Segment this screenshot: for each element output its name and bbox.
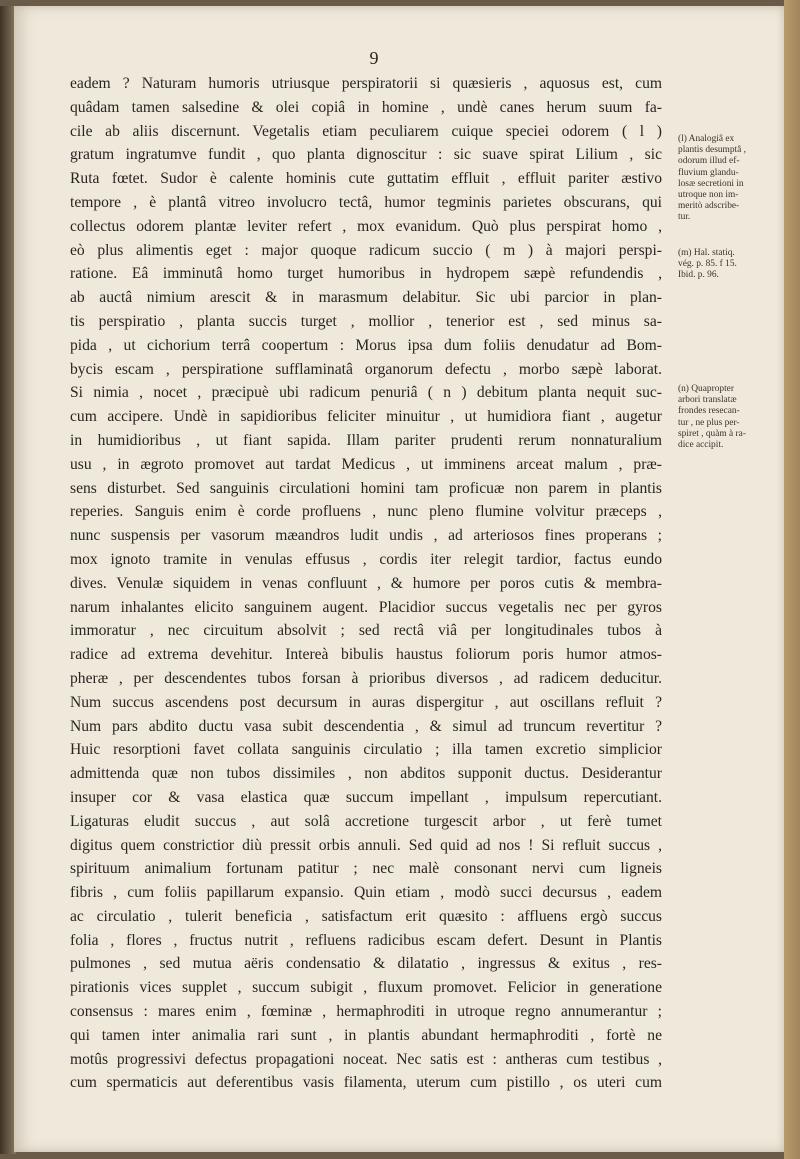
note-line: Ibid. p. 96. xyxy=(678,270,719,281)
text-line: insuper cor & vasa elastica quæ succum impellant , impulsum repercutiant. xyxy=(70,788,662,806)
note-line: arbori translatæ xyxy=(678,395,737,406)
note-line: fluvium glandu- xyxy=(678,167,739,178)
text-line: pheræ , per descendentes tubos forsan à prioribus diversos , ad radicem deducitur. xyxy=(70,669,662,687)
text-line: nunc suspensis per vasorum mæandros ludit undis , ad arteriosos fines properans ; xyxy=(70,527,662,545)
margin-note-n xyxy=(678,384,790,451)
text-line: Num pars abdito ductu vasa subit descendentia , & simul ad truncum revertitur ? xyxy=(70,717,662,735)
text-line: sens disturbet. Sed sanguinis circulationi homini tam proficuæ non parem in plantis xyxy=(70,479,662,497)
text-line: tempore , è plantâ vitreo involucro tectâ, humor tegminis parietes obscurans, qui xyxy=(70,193,662,211)
note-line: (l) Analogiâ ex xyxy=(678,134,735,144)
text-line: ratione. Eâ imminutâ homo turget humoribus in hydropem sæpè refundendis , xyxy=(70,265,662,283)
text-line: narum inhalantes elicito sanguinem augent. Placidior succus vegetalis nec per gyros xyxy=(70,598,662,616)
text-line: radice ad extrema devehitur. Intereà bibulis haustus foliorum poris humor atmos- xyxy=(70,646,662,664)
text-line: bycis escam , perspiratione sufflaminatâ organorum defectu , morbo sæpè laborat. xyxy=(70,360,662,378)
text-line: admittenda quæ non tubos dissimiles , non abditos supponit ductus. Desiderantur xyxy=(70,765,662,783)
text-line: collectus odorem plantæ leviter refert , mox evanidum. Quò plus perspirat homo , xyxy=(70,217,662,235)
text-line: folia , flores , fructus nutrit , refluens radicibus escam defert. Desunt in Plantis xyxy=(70,931,662,949)
note-line: odorum illud ef- xyxy=(678,156,740,167)
text-line: usu , in ægroto promovet aut tardat Medicus , ut imminens arceat malum , præ- xyxy=(70,455,662,473)
page-number: 9 xyxy=(369,48,379,68)
note-line: spiret , quàm à ra- xyxy=(678,428,746,439)
text-line: cum spermaticis aut deferentibus vasis filamenta, uterum cum pistillo , os uteri cum xyxy=(70,1074,662,1092)
text-line: Si nimia , nocet , præcipuè ubi radicum penuriâ ( n ) debitum planta nequit suc- xyxy=(70,384,662,402)
text-line: digitus quem constrictior diù pressit orbis annuli. Sed quid ad nos ! Si refluit succus , xyxy=(70,836,662,854)
text-line: quâdam tamen salsedine & olei copiâ in homine , undè canes herum suum fa- xyxy=(70,98,662,116)
text-line: reperies. Sanguis enim è corde profluens , nunc pleno flumine volvitur præceps , xyxy=(70,503,662,521)
text-line: immoratur , nec circuitum absolvit ; sed rectâ viâ per longitudinales tubos à xyxy=(70,622,662,640)
text-line: Ligaturas eludit succus , aut solâ accretione turgescit arbor , ut ferè tumet xyxy=(70,812,662,830)
margin-note-m xyxy=(678,248,790,282)
text-line: cile ab aliis discernunt. Vegetalis etiam peculiarem cuique speciei odorem ( l ) xyxy=(70,122,662,140)
note-line: utroque non im- xyxy=(678,190,739,201)
text-line: eadem ? Naturam humoris utriusque perspiratorii si quæsieris , aquosus est, cum xyxy=(70,75,662,92)
text-line: pulmones , sed mutua aëris condensatio & dilatatio , ingressus & exitus , res- xyxy=(70,955,662,973)
text-line: Huic resorptioni favet collata sanguinis circulatio ; illa tamen excretio simplicior xyxy=(70,741,662,759)
note-line: (m) Hal. statiq. xyxy=(678,248,735,258)
text-line: ac circulatio , tulerit beneficia , satisfactum erit quæsito : affluens ergò succus xyxy=(70,907,662,925)
text-line: Ruta fœtet. Sudor è calente hominis cute guttatim effluit , effluit pariter æstivo xyxy=(70,170,662,188)
text-line: in humidioribus , ut fiant sapida. Illam pariter prudenti rerum nonnaturalium xyxy=(70,431,662,449)
note-line: tur. xyxy=(678,212,691,223)
text-line: consensus : mares enim , fœminæ , hermaphroditi in utroque regno annumerantur ; xyxy=(70,1003,662,1021)
text-line: ab auctâ nimium arescit & in marasmum delabitur. Sic ubi parcior in plan- xyxy=(70,289,662,307)
text-line: fibris , cum foliis papillarum expansio. Quin etiam , modò succi decursus , eadem xyxy=(70,884,662,902)
note-line: vég. p. 85. f 15. xyxy=(678,259,737,270)
book-page xyxy=(14,6,784,1152)
margin-note-l xyxy=(678,134,790,224)
note-line: dice accipit. xyxy=(678,440,724,451)
text-line: pida , ut cichorium terrâ coopertum : Morus ipsa dum foliis denudatur ad Bom- xyxy=(70,336,662,354)
note-line: losæ secretioni in xyxy=(678,178,744,189)
text-line: tis perspiratio , planta succis turget , mollior , tenerior est , sed minus sa- xyxy=(70,312,662,330)
note-line: plantis desumptâ , xyxy=(678,145,746,156)
text-line: Num succus ascendens post decursum in auras dispergitur , aut oscillans refluit ? xyxy=(70,693,662,711)
body-text xyxy=(70,72,662,1095)
text-line: qui tamen inter animalia rari sunt , in plantis abundant hermaphroditi , fortè ne xyxy=(70,1026,662,1044)
note-line: frondes resecan- xyxy=(678,406,740,417)
note-line: tur , ne plus per- xyxy=(678,417,740,428)
text-line: mox ignoto tramite in venulas effusus , cordis iter relegit tardior, factus eundo xyxy=(70,550,662,568)
text-line: eò plus alimentis eget : major quoque radicum succio ( m ) à majori perspi- xyxy=(70,241,662,259)
text-line: cum accipere. Undè in sapidioribus feliciter minuitur , ut humidiora fiant , augetur xyxy=(70,408,662,426)
text-line: spirituum animalium fortunam patitur ; nec malè consonant nervi cum ligneis xyxy=(70,860,662,878)
note-line: meritò adscribe- xyxy=(678,201,740,212)
text-line: motûs progressivi defectus propagationi noceat. Nec satis est : antheras cum testibus , xyxy=(70,1050,662,1068)
text-line: pirationis vices supplet , succum subigit , fluxum promovet. Felicior in generatione xyxy=(70,979,662,997)
note-line: (n) Quapropter xyxy=(678,384,734,394)
text-line: dives. Venulæ siquidem in venas confluunt , & humore per poros cutis & membra- xyxy=(70,574,662,592)
text-line: gratum ingratumve fundit , quo planta dignoscitur : sic suave spirat Lilium , sic xyxy=(70,146,662,164)
